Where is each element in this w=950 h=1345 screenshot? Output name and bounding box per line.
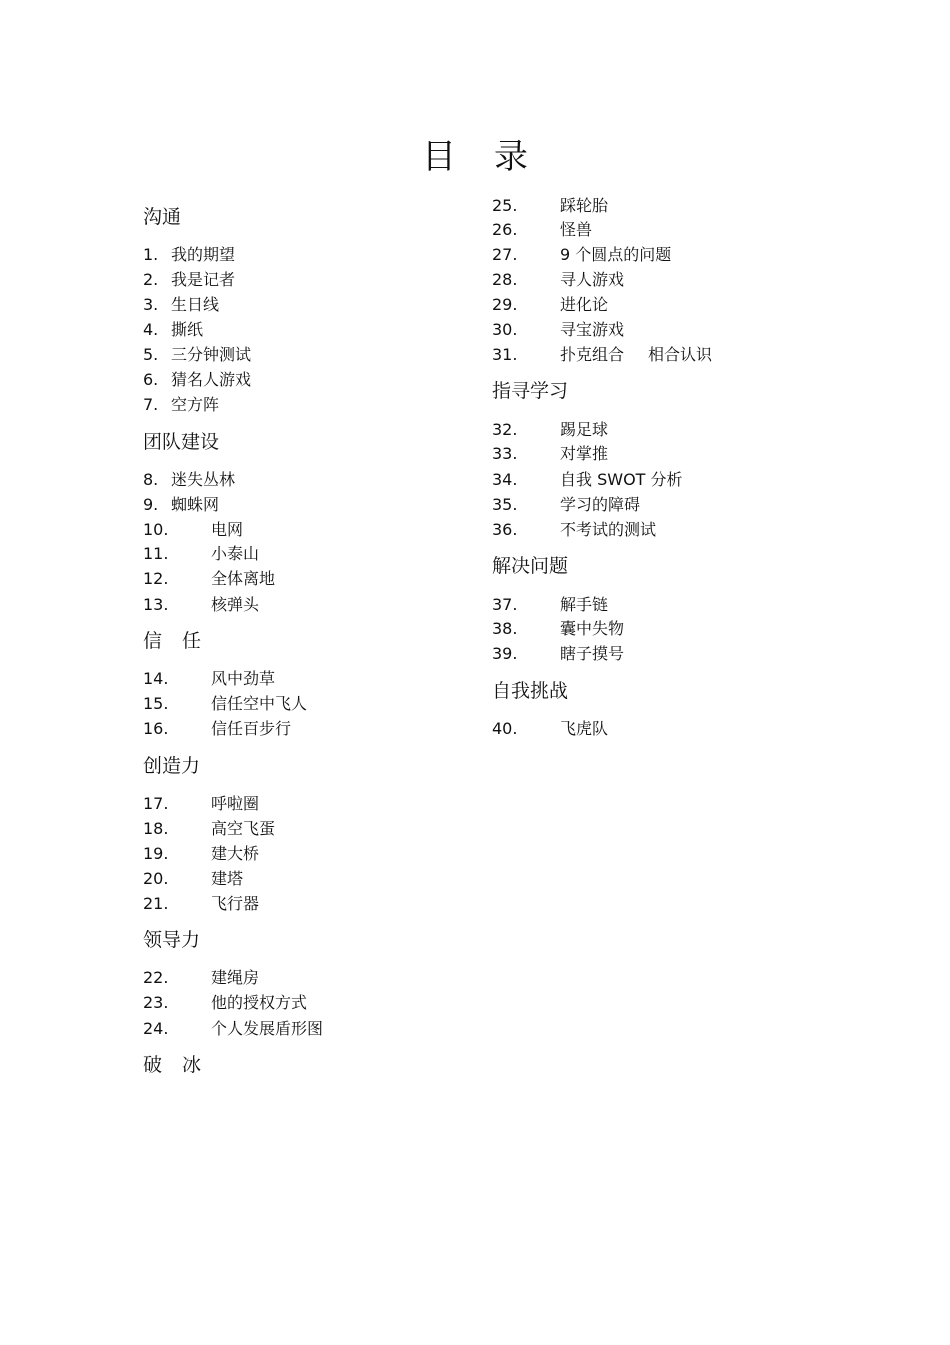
toc-item[interactable]: 34. 自我 SWOT 分析	[492, 470, 683, 489]
toc-item[interactable]: 12. 全体离地	[143, 569, 276, 588]
toc-item[interactable]: 24. 个人发展盾形图	[143, 1019, 324, 1038]
toc-item[interactable]: 2. 我是记者	[143, 270, 236, 289]
toc-item[interactable]: 14. 风中劲草	[143, 669, 276, 688]
toc-item[interactable]: 20. 建塔	[143, 869, 244, 888]
page-title-char-1: 目	[422, 137, 456, 177]
toc-item[interactable]: 39. 瞎子摸号	[492, 644, 625, 663]
toc-item[interactable]: 10. 电网	[143, 520, 244, 539]
section-heading-self-challenge: 自我挑战	[492, 680, 569, 702]
toc-item[interactable]: 17. 呼啦圈	[143, 794, 260, 813]
section-heading-communication: 沟通	[143, 206, 182, 228]
section-heading-trust: 信 任	[143, 630, 202, 652]
toc-item[interactable]: 32. 踢足球	[492, 420, 609, 439]
toc-item[interactable]: 33. 对掌推	[492, 444, 609, 463]
toc-item[interactable]: 22. 建绳房	[143, 968, 260, 987]
toc-item[interactable]: 11. 小泰山	[143, 544, 260, 563]
toc-item[interactable]: 18. 高空飞蛋	[143, 819, 276, 838]
toc-item[interactable]: 7. 空方阵	[143, 395, 220, 414]
toc-item[interactable]: 19. 建大桥	[143, 844, 260, 863]
toc-item[interactable]: 8. 迷失丛林	[143, 470, 236, 489]
page-title	[0, 134, 950, 180]
toc-item[interactable]: 40. 飞虎队	[492, 719, 609, 738]
toc-item[interactable]: 6. 猜名人游戏	[143, 370, 252, 389]
section-heading-leadership: 领导力	[143, 929, 201, 951]
toc-item[interactable]: 25. 踩轮胎	[492, 196, 609, 215]
toc-item[interactable]: 35. 学习的障碍	[492, 495, 641, 514]
toc-item[interactable]: 30. 寻宝游戏	[492, 320, 625, 339]
toc-item[interactable]: 37. 解手链	[492, 595, 609, 614]
toc-item[interactable]: 9. 蜘蛛网	[143, 495, 220, 514]
toc-item[interactable]: 13. 核弹头	[143, 595, 260, 614]
section-heading-creativity: 创造力	[143, 755, 201, 777]
section-heading-problem-solving: 解决问题	[492, 555, 569, 577]
toc-item[interactable]: 5. 三分钟测试	[143, 345, 252, 364]
section-heading-team-building: 团队建设	[143, 431, 220, 453]
toc-item[interactable]: 21. 飞行器	[143, 894, 260, 913]
toc-item[interactable]: 27. 9 个圆点的问题	[492, 245, 672, 264]
toc-item[interactable]: 38. 囊中失物	[492, 619, 625, 638]
toc-item[interactable]: 29. 进化论	[492, 295, 609, 314]
toc-item[interactable]: 15. 信任空中飞人	[143, 694, 308, 713]
toc-item[interactable]: 28. 寻人游戏	[492, 270, 625, 289]
toc-item[interactable]: 3. 生日线	[143, 295, 220, 314]
toc-item[interactable]: 26. 怪兽	[492, 220, 593, 239]
section-heading-icebreaker: 破 冰	[143, 1054, 202, 1076]
toc-item[interactable]: 16. 信任百步行	[143, 719, 292, 738]
toc-item[interactable]: 23. 他的授权方式	[143, 993, 308, 1012]
toc-item[interactable]: 4. 撕纸	[143, 320, 204, 339]
section-heading-guided-learning: 指寻学习	[492, 380, 569, 402]
page-title-char-2: 录	[494, 137, 528, 177]
toc-item[interactable]: 31. 扑克组合 相合认识	[492, 345, 713, 364]
toc-item[interactable]: 1. 我的期望	[143, 245, 236, 264]
toc-item[interactable]: 36. 不考试的测试	[492, 520, 657, 539]
